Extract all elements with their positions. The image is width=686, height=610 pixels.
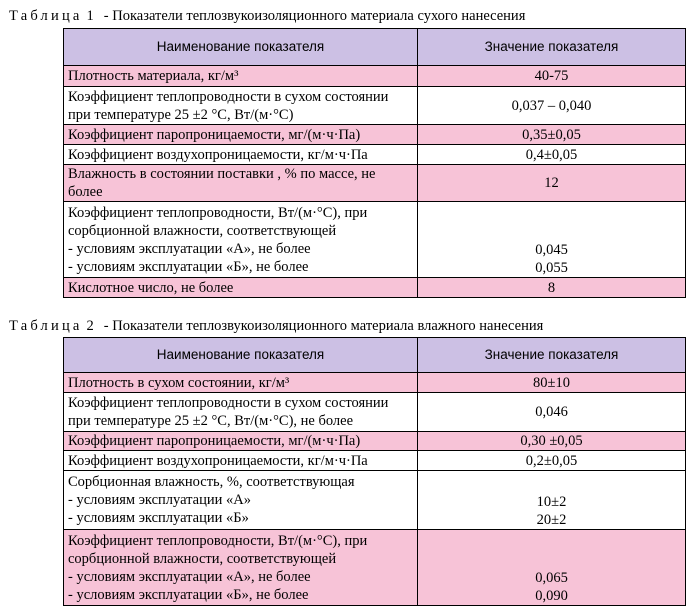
- table-row: [64, 530, 686, 606]
- row-name: Коэффициент теплопроводности в сухом состоянии при температуре 25 ±2 °С, Вт/(м·°С), не более: [64, 393, 418, 432]
- table-row: [64, 432, 686, 451]
- table1-header-row: [64, 29, 686, 66]
- row-name: [64, 530, 418, 606]
- row-name: Влажность в состоянии поставки , % по массе, не более: [64, 165, 418, 202]
- table-row: [64, 165, 686, 202]
- table2-caption: [9, 318, 543, 335]
- table-row: [64, 87, 686, 125]
- row-name-sub-a: - условиям эксплуатации «А», не более: [68, 568, 311, 585]
- row-name: Плотность в сухом состоянии, кг/м³: [64, 373, 418, 393]
- table2: [63, 337, 686, 606]
- row-value-a: 10±2: [536, 494, 567, 510]
- table2-header-row: [64, 338, 686, 373]
- row-value-a: 0,065: [535, 570, 568, 586]
- row-name: Плотность материала, кг/м³: [64, 66, 418, 87]
- table-row: [64, 373, 686, 393]
- table2-header-value: Значение показателя: [418, 338, 686, 373]
- row-value-b: 0,055: [535, 260, 568, 276]
- table-row: [64, 451, 686, 471]
- row-value: 80±10: [418, 373, 686, 393]
- row-name: Коэффициент воздухопроницаемости, кг/м·ч·Па: [64, 145, 418, 165]
- table-row: [64, 471, 686, 530]
- row-value: [418, 202, 686, 278]
- row-value: [418, 530, 686, 606]
- table1-caption-number: 1: [86, 8, 94, 24]
- table1-caption-label: Таблица: [9, 8, 83, 24]
- table1-header-name: Наименование показателя: [64, 29, 418, 66]
- row-value: 40-75: [418, 66, 686, 87]
- table2-caption-label: Таблица: [9, 318, 83, 334]
- table-row: [64, 66, 686, 87]
- row-value: 12: [418, 165, 686, 202]
- row-name-sub-b: - условиям эксплуатации «Б», не более: [68, 258, 309, 275]
- table1-caption-title: - Показатели теплозвукоизоляционного материала сухого нанесения: [103, 8, 526, 24]
- row-value: 0,037 – 0,040: [418, 87, 686, 125]
- row-name-sub-a: - условиям эксплуатации «А»: [68, 492, 251, 508]
- row-value: 8: [418, 278, 686, 298]
- row-name-sub-b: - условиям эксплуатации «Б», не более: [68, 586, 309, 603]
- table2-header-name: Наименование показателя: [64, 338, 418, 373]
- row-value: 0,2±0,05: [418, 451, 686, 471]
- table-row: [64, 145, 686, 165]
- row-value: 0,046: [418, 393, 686, 432]
- row-name: Коэффициент паропроницаемости, мг/(м·ч·Па): [64, 432, 418, 451]
- table-row: [64, 278, 686, 298]
- row-value-b: 20±2: [536, 512, 567, 528]
- row-name: [64, 471, 418, 530]
- row-name: [64, 202, 418, 278]
- row-name-main: Коэффициент теплопроводности, Вт/(м·°С), при сорбционной влажности, соответствующей: [68, 532, 368, 567]
- row-name: Коэффициент паропроницаемости, мг/(м·ч·Па): [64, 125, 418, 145]
- row-name-sub-a: - условиям эксплуатации «А», не более: [68, 240, 311, 257]
- table1: [63, 28, 686, 298]
- table-row: [64, 125, 686, 145]
- row-name: Кислотное число, не более: [64, 278, 418, 298]
- row-value: 0,35±0,05: [418, 125, 686, 145]
- table-row: [64, 202, 686, 278]
- table-row: [64, 393, 686, 432]
- row-value-b: 0,090: [535, 588, 568, 604]
- row-name: Коэффициент теплопроводности в сухом состоянии при температуре 25 ±2 °С, Вт/(м·°С): [64, 87, 418, 125]
- table1-header-value: Значение показателя: [418, 29, 686, 66]
- row-name-sub-b: - условиям эксплуатации «Б»: [68, 510, 249, 526]
- row-value: [418, 471, 686, 530]
- row-value-a: 0,045: [535, 242, 568, 258]
- row-name: Коэффициент воздухопроницаемости, кг/м·ч·Па: [64, 451, 418, 471]
- table1-caption: [9, 8, 525, 25]
- table2-caption-title: - Показатели теплозвукоизоляционного материала влажного нанесения: [103, 318, 544, 334]
- row-name-main: Сорбционная влажность, %, соответствующая: [68, 474, 355, 490]
- table2-caption-number: 2: [86, 318, 94, 334]
- row-value: 0,30 ±0,05: [418, 432, 686, 451]
- row-name-main: Коэффициент теплопроводности, Вт/(м·°С), при сорбционной влажности, соответствующей: [68, 204, 368, 239]
- row-value: 0,4±0,05: [418, 145, 686, 165]
